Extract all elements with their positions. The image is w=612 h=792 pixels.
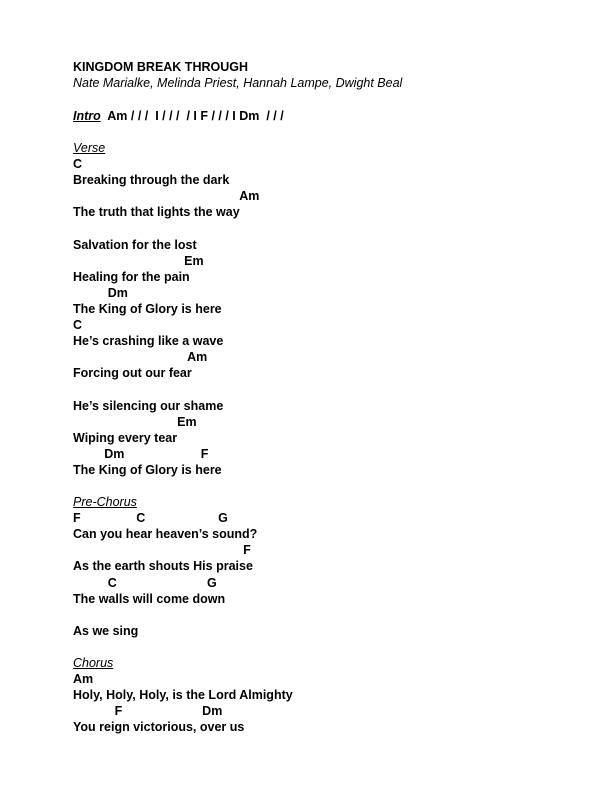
verse-line: C	[73, 157, 83, 171]
verse-line: Am	[73, 189, 260, 203]
intro-line	[73, 108, 284, 124]
verse-line: He’s crashing like a wave	[73, 334, 224, 348]
prechorus-line: The walls will come down	[73, 592, 226, 606]
verse-line: Forcing out our fear	[73, 366, 192, 380]
intro-label: Intro	[73, 109, 101, 123]
chorus-line: Holy, Holy, Holy, is the Lord Almighty	[73, 688, 293, 702]
verse-line: Am	[73, 350, 208, 364]
verse-line: Breaking through the dark	[73, 173, 230, 187]
verse-line: Salvation for the lost	[73, 238, 197, 252]
prechorus-heading: Pre-Chorus	[73, 495, 137, 509]
verse-line: The King of Glory is here	[73, 463, 222, 477]
song-title: KINGDOM BREAK THROUGH	[73, 60, 248, 74]
prechorus-line: F	[73, 543, 251, 557]
verse-line: The truth that lights the way	[73, 205, 240, 219]
intro-chords: Am / / / I / / / / I F / / / I Dm / / /	[100, 109, 284, 123]
verse-line: C	[73, 318, 83, 332]
prechorus-line: Can you hear heaven’s sound?	[73, 527, 258, 541]
verse-line: Em	[73, 415, 197, 429]
prechorus-line: F C G	[73, 511, 228, 525]
song-authors: Nate Marialke, Melinda Priest, Hannah Lampe, Dwight Beal	[73, 76, 403, 90]
verse-line: The King of Glory is here	[73, 302, 222, 316]
verse-line: Dm F	[73, 447, 209, 461]
verse-line: Em	[73, 254, 204, 268]
verse-line: Healing for the pain	[73, 270, 190, 284]
chorus-line: You reign victorious, over us	[73, 720, 245, 734]
chorus-line: Am	[73, 672, 94, 686]
verse-line: He’s silencing our shame	[73, 399, 224, 413]
prechorus-line: As we sing	[73, 624, 139, 638]
verse-heading: Verse	[73, 141, 106, 155]
verse-line: Wiping every tear	[73, 431, 178, 445]
verse-line: Dm	[73, 286, 128, 300]
prechorus-line: C G	[73, 576, 217, 590]
chorus-line: F Dm	[73, 704, 223, 718]
prechorus-line: As the earth shouts His praise	[73, 559, 253, 573]
chorus-heading: Chorus	[73, 656, 114, 670]
